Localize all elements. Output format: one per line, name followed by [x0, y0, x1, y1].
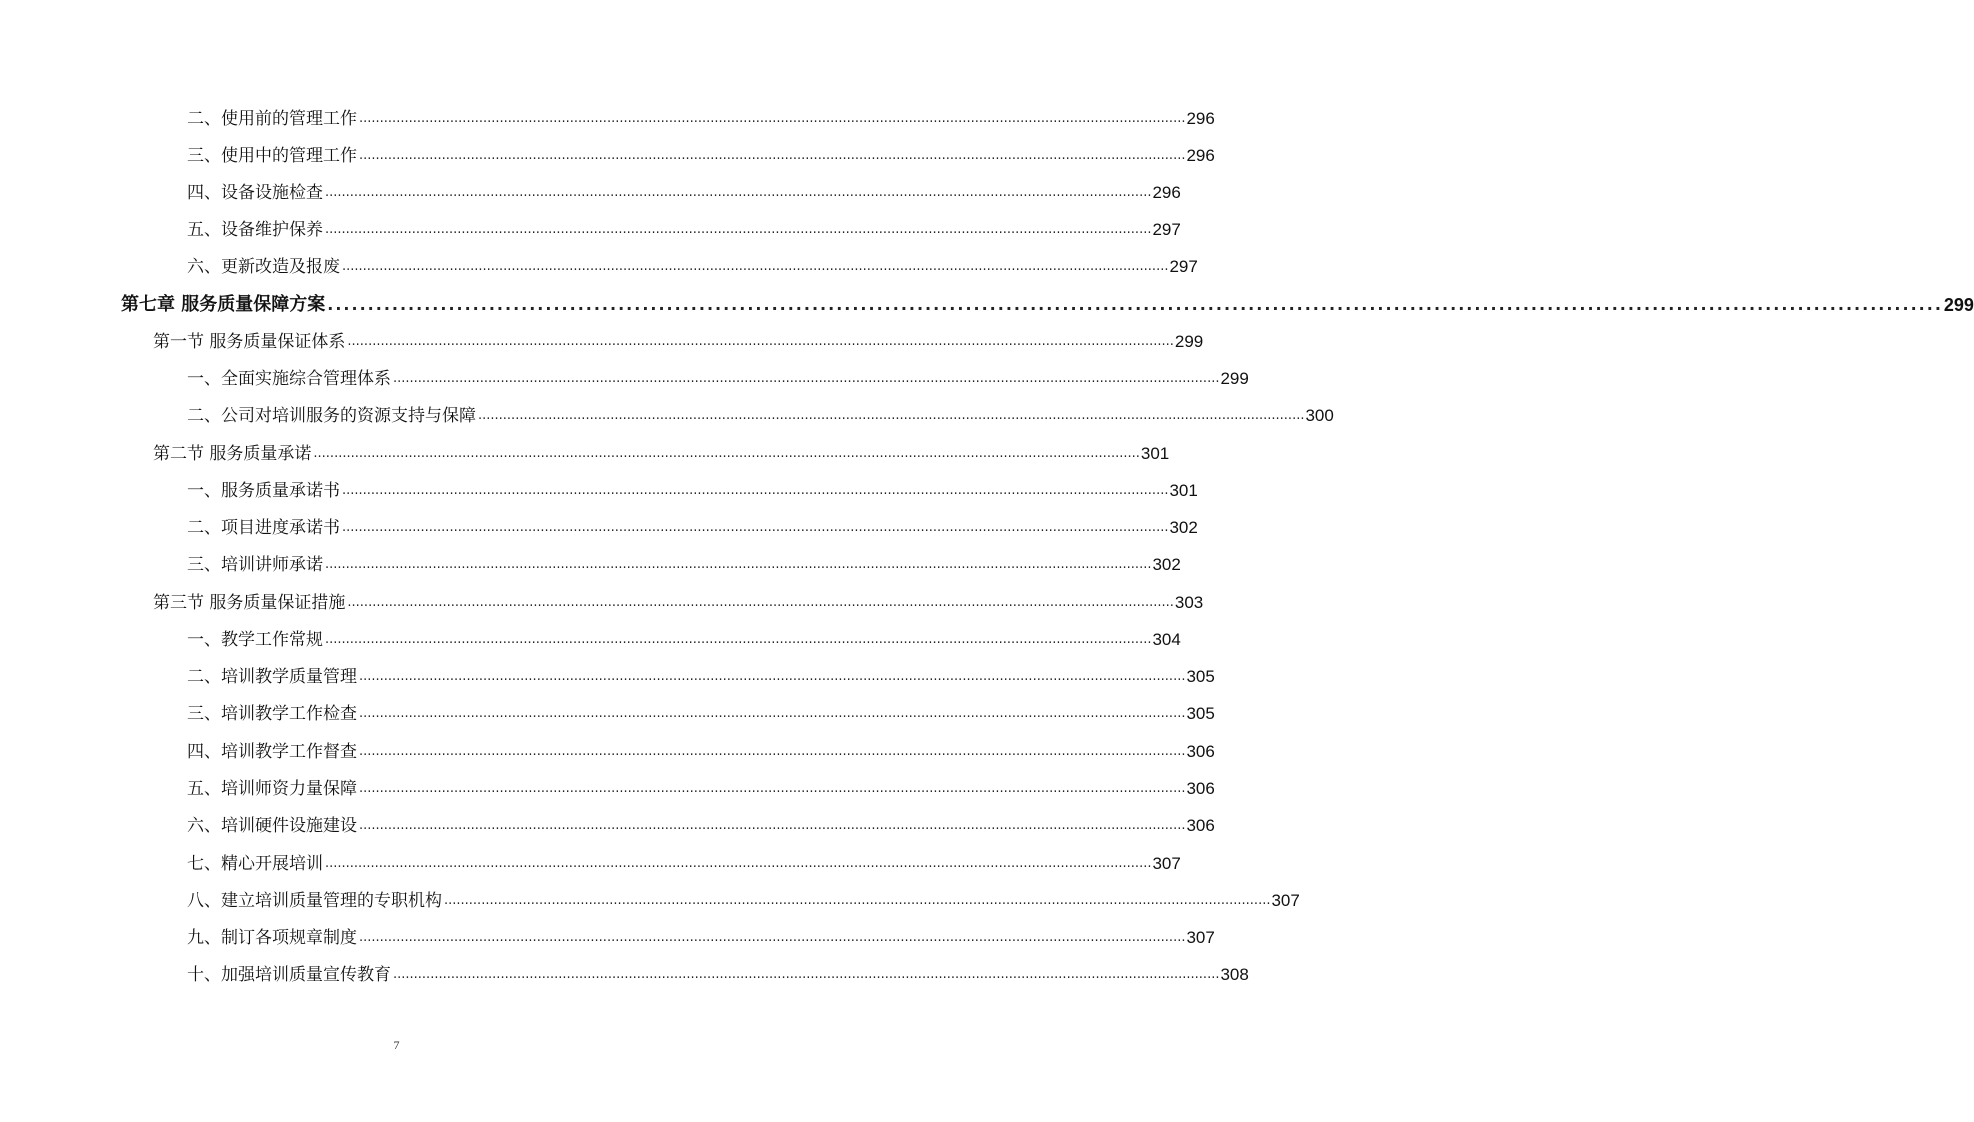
toc-entry[interactable]	[187, 360, 1249, 390]
toc-entry-page: 297	[1169, 257, 1198, 276]
toc-dot-leader: ........................................................................................................................................................................................................	[313, 446, 1140, 461]
toc-entry-title: 九、制订各项规章制度	[187, 928, 357, 948]
toc-entry-page: 308	[1220, 965, 1249, 984]
toc-entry-page: 300	[1305, 406, 1334, 425]
toc-entry-title: 八、建立培训质量管理的专职机构	[187, 891, 442, 911]
toc-entry-page: 299	[1174, 332, 1204, 351]
toc-dot-leader: ........................................................................................................................................................................................................	[325, 632, 1152, 647]
toc-entry-title: 二、公司对培训服务的资源支持与保障	[187, 406, 476, 426]
toc-entry-title: 一、服务质量承诺书	[187, 481, 340, 501]
toc-entry-page: 307	[1186, 928, 1215, 947]
toc-entry-page: 303	[1174, 593, 1204, 612]
toc-entry-page: 306	[1186, 779, 1215, 798]
toc-entry-title: 第二节 服务质量承诺	[153, 444, 312, 464]
toc-entry-title: 一、全面实施综合管理体系	[187, 369, 391, 389]
toc-dot-leader: ........................................................................................................................................................................................................	[359, 818, 1186, 833]
toc-entry-title: 十、加强培训质量宣传教育	[187, 965, 391, 985]
toc-entry-page: 306	[1186, 742, 1215, 761]
toc-dot-leader: ........................................................................................................................................................................................................	[359, 111, 1186, 126]
toc-entry-page: 299	[1220, 369, 1249, 388]
toc-dot-leader: ........................................................................................................................................................................................................	[342, 259, 1169, 274]
toc-entry-title: 三、使用中的管理工作	[187, 146, 357, 166]
page-number: 7	[393, 1038, 400, 1052]
toc-entry[interactable]	[187, 509, 1198, 539]
toc-entry[interactable]	[187, 956, 1249, 986]
toc-entry[interactable]	[187, 845, 1181, 875]
toc-entry-page: 306	[1186, 816, 1215, 835]
toc-entry-page: 305	[1186, 667, 1215, 686]
toc-entry-page: 296	[1186, 146, 1215, 165]
toc-entry-title: 四、培训教学工作督查	[187, 742, 357, 762]
toc-chapter-entry[interactable]	[121, 286, 1974, 316]
toc-entry[interactable]	[187, 621, 1181, 651]
toc-dot-leader: ........................................................................................................................................................................................................	[359, 781, 1186, 796]
toc-dot-leader: ........................................................................................................................................................................................................	[347, 334, 1174, 349]
toc-entry[interactable]	[187, 919, 1215, 949]
toc-entry-page: 299	[1943, 295, 1974, 315]
toc-entry-page: 302	[1169, 518, 1198, 537]
toc-entry-title: 五、培训师资力量保障	[187, 779, 357, 799]
toc-entry-title: 三、培训教学工作检查	[187, 704, 357, 724]
toc-dot-leader: ........................................................................................................................................................................................................	[359, 930, 1186, 945]
toc-entry-page: 302	[1152, 555, 1181, 574]
toc-entry[interactable]	[187, 807, 1215, 837]
toc-dot-leader: ........................................................................................................................................................................................................	[347, 595, 1174, 610]
toc-entry-title: 六、更新改造及报废	[187, 257, 340, 277]
toc-section-entry[interactable]	[153, 584, 1204, 614]
toc-entry-title: 三、培训讲师承诺	[187, 555, 323, 575]
toc-dot-leader: ........................................................................................................................................................................................................	[342, 520, 1169, 535]
toc-dot-leader: ........................................................................................................................................................................................................	[325, 222, 1152, 237]
toc-section-entry[interactable]	[153, 323, 1204, 353]
toc-entry-title: 七、精心开展培训	[187, 854, 323, 874]
toc-dot-leader: ........................................................................................................................................................................................................	[359, 744, 1186, 759]
toc-entry[interactable]	[187, 472, 1198, 502]
toc-entry-page: 304	[1152, 630, 1181, 649]
toc-entry[interactable]	[187, 770, 1215, 800]
toc-entry-page: 301	[1169, 481, 1198, 500]
toc-entry-title: 第七章 服务质量保障方案	[121, 294, 326, 315]
toc-entry-page: 301	[1140, 444, 1170, 463]
toc-entry-title: 二、使用前的管理工作	[187, 109, 357, 129]
table-of-contents	[0, 100, 1974, 1000]
toc-dot-leader: ........................................................................................................................................................................................................	[393, 371, 1220, 386]
toc-entry[interactable]	[187, 658, 1215, 688]
toc-entry-title: 第三节 服务质量保证措施	[153, 593, 346, 613]
toc-entry-title: 第一节 服务质量保证体系	[153, 332, 346, 352]
toc-dot-leader: ........................................................................................................................................................................................................	[325, 185, 1152, 200]
toc-entry-page: 305	[1186, 704, 1215, 723]
toc-entry[interactable]	[187, 882, 1300, 912]
toc-dot-leader: ........................................................................................................................................................................................................	[325, 856, 1152, 871]
toc-entry-title: 二、项目进度承诺书	[187, 518, 340, 538]
toc-entry-title: 二、培训教学质量管理	[187, 667, 357, 687]
toc-entry[interactable]	[187, 733, 1215, 763]
toc-dot-leader: ........................................................................................................................................................................................................	[393, 967, 1220, 982]
toc-dot-leader: ........................................................................................................................................................................................................	[478, 408, 1305, 423]
toc-entry[interactable]	[187, 695, 1215, 725]
toc-entry-page: 307	[1271, 891, 1300, 910]
toc-entry-page: 307	[1152, 854, 1181, 873]
toc-entry[interactable]	[187, 100, 1215, 130]
toc-entry-title: 五、设备维护保养	[187, 220, 323, 240]
toc-dot-leader: ........................................................................................................................................................................................................	[327, 295, 1943, 314]
toc-dot-leader: ........................................................................................................................................................................................................	[325, 557, 1152, 572]
toc-dot-leader: ........................................................................................................................................................................................................	[444, 893, 1271, 908]
toc-entry[interactable]	[187, 397, 1334, 427]
toc-dot-leader: ........................................................................................................................................................................................................	[359, 706, 1186, 721]
toc-dot-leader: ........................................................................................................................................................................................................	[359, 669, 1186, 684]
toc-entry-page: 296	[1152, 183, 1181, 202]
toc-dot-leader: ........................................................................................................................................................................................................	[342, 483, 1169, 498]
toc-section-entry[interactable]	[153, 435, 1170, 465]
toc-dot-leader: ........................................................................................................................................................................................................	[359, 148, 1186, 163]
toc-entry-title: 四、设备设施检查	[187, 183, 323, 203]
toc-entry[interactable]	[187, 137, 1215, 167]
toc-entry-title: 六、培训硬件设施建设	[187, 816, 357, 836]
toc-entry[interactable]	[187, 174, 1181, 204]
toc-entry-page: 297	[1152, 220, 1181, 239]
toc-entry-page: 296	[1186, 109, 1215, 128]
toc-entry-title: 一、教学工作常规	[187, 630, 323, 650]
toc-entry[interactable]	[187, 546, 1181, 576]
toc-entry[interactable]	[187, 248, 1198, 278]
toc-entry[interactable]	[187, 211, 1181, 241]
